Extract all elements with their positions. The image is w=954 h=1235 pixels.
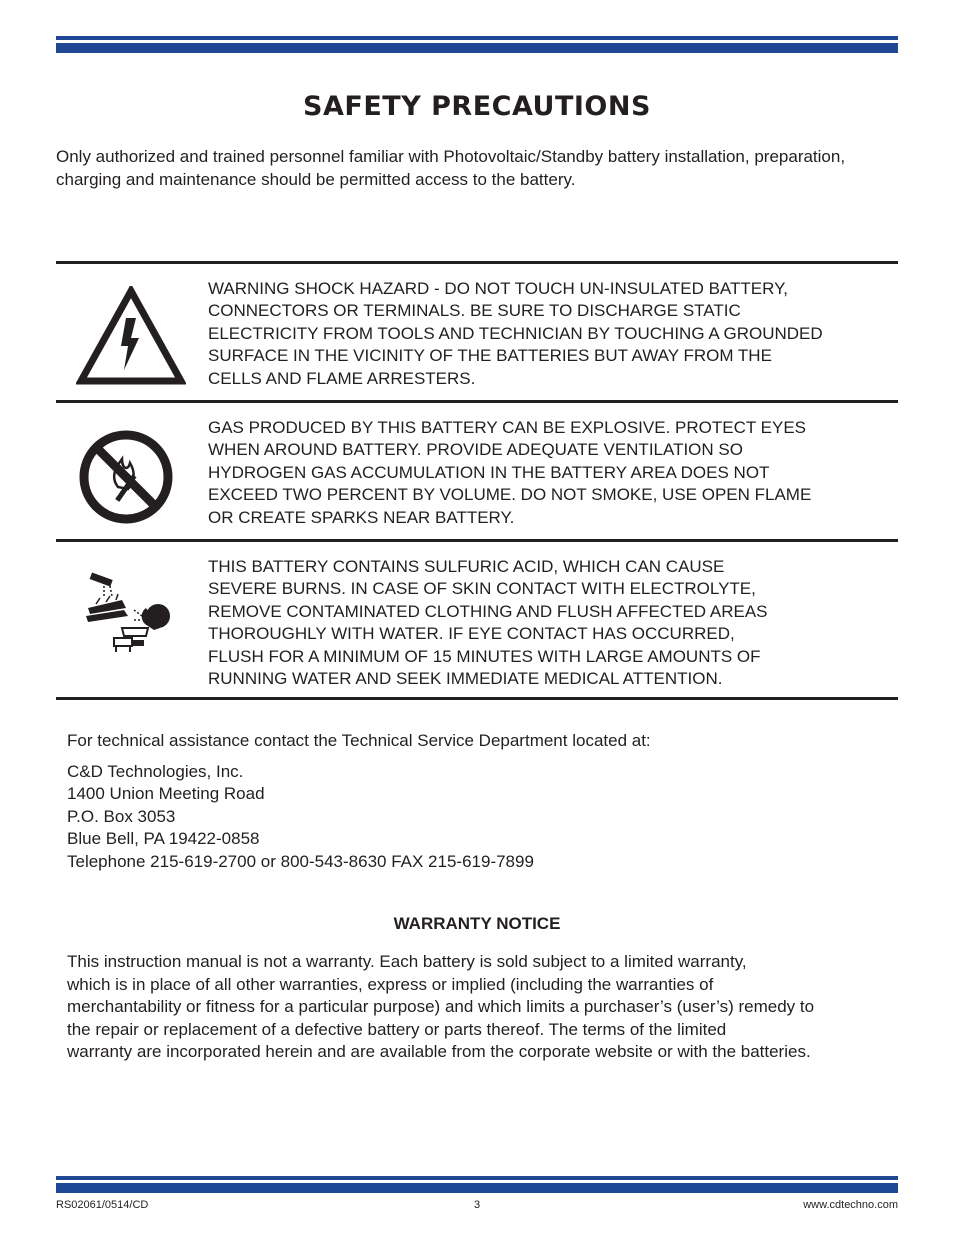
doc-code: RS02061/0514/CD: [56, 1199, 149, 1211]
phone-fax: Telephone 215-619-2700 or 800-543-8630 FAX 215-619-7899: [67, 851, 534, 871]
city-state-zip: Blue Bell, PA 19422-0858: [67, 829, 260, 848]
warning-row-gas: [56, 403, 898, 539]
corrosive-acid-icon: [76, 570, 186, 680]
warning-text-shock: WARNING SHOCK HAZARD - DO NOT TOUCH UN-INSULATED BATTERY, CONNECTORS OR TERMINALS. BE SURE TO DISCHARGE STATIC ELECTRICITY FROM TOOLS AND TECHNICIAN BY TOUCHING A GROUNDED SURFACE IN THE VICINITY OF THE BATTERIES BUT AWAY FROM THE CELLS AND FLAME ARRESTERS.: [208, 279, 823, 388]
contact-section: [67, 730, 887, 873]
no-open-flame-icon: [76, 427, 186, 537]
footer-band: [56, 1176, 898, 1193]
table-divider: [56, 697, 898, 700]
contact-intro: For technical assistance contact the Technical Service Department located at:: [67, 731, 651, 750]
page-number: 3: [473, 1199, 481, 1211]
website-link[interactable]: www.cdtechno.com: [803, 1199, 898, 1211]
warranty-paragraph: This instruction manual is not a warranty. Each battery is sold subject to a limited warranty, which is in place of all other warranties, express or implied (including the warranties of merchantability or fitness for a particular purpose) and which limits a purchaser’s (user’s) remedy to the repair or replacement of a defective battery or parts thereof. The terms of the limited warranty are incorporated herein and are available from the corporate website or with the batteries.: [67, 952, 815, 1062]
warning-row-acid: [56, 542, 898, 697]
po-box: P.O. Box 3053: [67, 806, 176, 826]
company-name: C&D Technologies, Inc.: [67, 761, 244, 781]
warning-text-acid: THIS BATTERY CONTAINS SULFURIC ACID, WHICH CAN CAUSE SEVERE BURNS. IN CASE OF SKIN CONTACT WITH ELECTROLYTE, REMOVE CONTAMINATED CLOTHING AND FLUSH AFFECTED AREAS THOROUGHLY WITH WATER. IF EYE CONTACT HAS OCCURRED, FLUSH FOR A MINIMUM OF 15 MINUTES WITH LARGE AMOUNTS OF RUNNING WATER AND SEEK IMMEDIATE MEDICAL ATTENTION.: [208, 557, 768, 689]
intro-paragraph: Only authorized and trained personnel familiar with Photovoltaic/Standby battery installation, preparation, charging and maintenance should be permitted access to the battery.: [56, 147, 846, 189]
header-band: [56, 36, 898, 53]
page-title: SAFETY PRECAUTIONS: [303, 91, 651, 122]
warning-row-shock: [56, 264, 898, 400]
shock-hazard-icon: [76, 286, 186, 396]
warranty-title: WARRANTY NOTICE: [393, 914, 561, 933]
contact-address: [67, 761, 887, 874]
street-address: 1400 Union Meeting Road: [67, 784, 265, 803]
warnings-table: [56, 261, 898, 700]
warning-text-gas: GAS PRODUCED BY THIS BATTERY CAN BE EXPLOSIVE. PROTECT EYES WHEN AROUND BATTERY. PROVIDE ADEQUATE VENTILATION SO HYDROGEN GAS ACCUMULATION IN THE BATTERY AREA DOES NOT EXCEED TWO PERCENT BY VOLUME. DO NOT SMOKE, USE OPEN FLAME OR CREATE SPARKS NEAR BATTERY.: [208, 418, 812, 527]
